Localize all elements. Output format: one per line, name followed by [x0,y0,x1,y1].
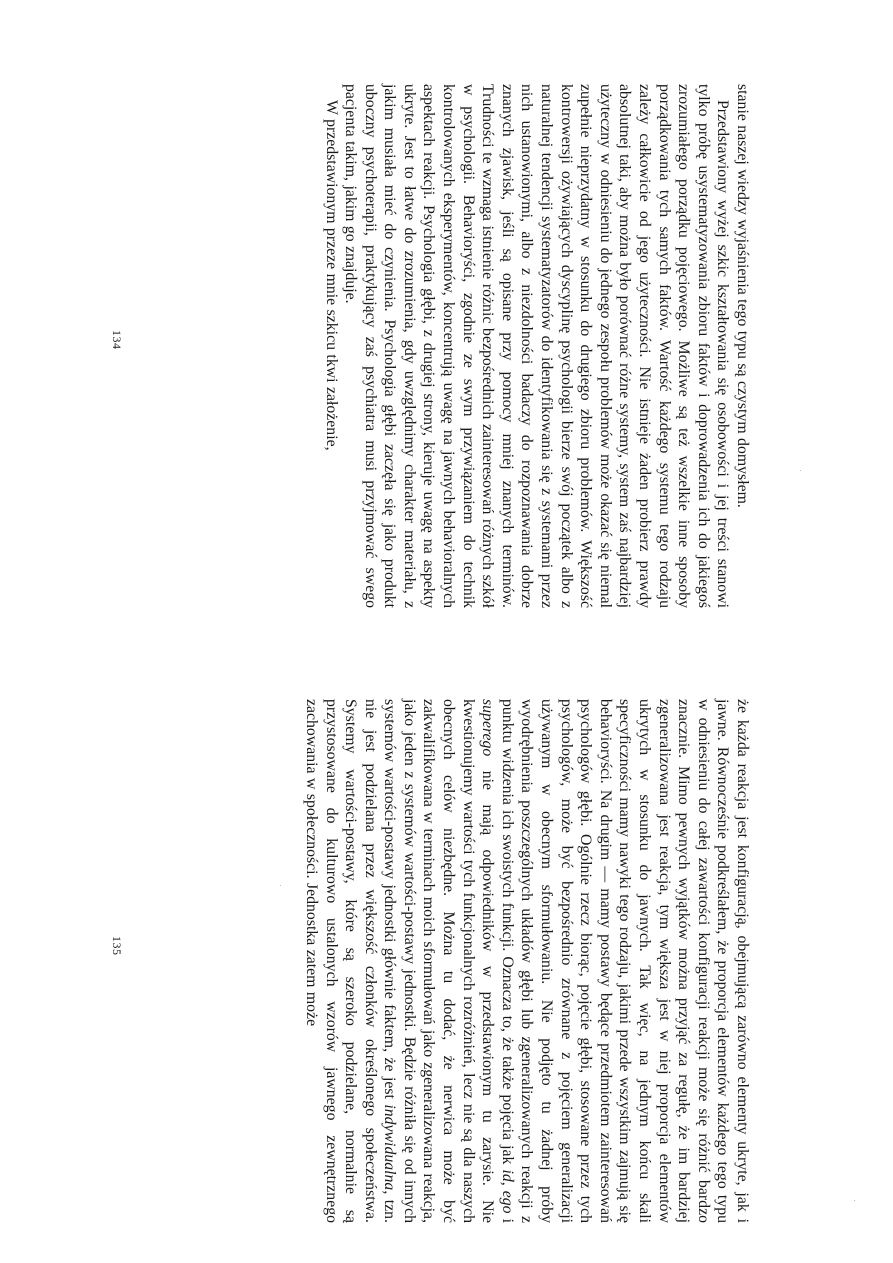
right-page [0,632,893,1263]
paragraph: W przedstawionym przeze mnie szkicu tkwi założenie, [322,100,340,451]
paragraph: Przedstawiony wyżej szkic kształtowania się osobowości i jej treści stanowi tylko próbę usystematyzowania zbioru faktów i doprowadzenia ich do jakiegoś zrozumiałego porządku pojęciowego. Możliwe są też wszelkie inne sposoby porządkowania tych samych faktów. Wartość każdego systemu tego rodzaju zależy całkowicie od jego użyteczności. Nie istnieje żaden probierz prawdy absolutnej taki, aby można było porównać różne systemy, system zaś najbardziej użyteczny w odniesieniu do jednego zespołu problemów może okazać się niemal zupełnie nieprzydatny w stosunku do drugiego zbioru problemów. Większość kontrowersji ożywiających dyscyplinę psychologii bierze swój początek albo z naturalnej tendencji systematyzatorów do identyfikowania się z systemami przez nich ustanowionymi, albo z niezdolności badaczy do rozpoznawania dobrze znanych zjawisk, jeśli są opisane przy pomocy mniej znanych terminów. Trudności te wzmaga istnienie różnic bezpośrednich zainteresowań różnych szkół w psychologii. Behavioryści, zgodnie ze swym przywiązaniem do technik kontrolowanych eksperymentów, koncentrują uwagę na jawnych behavioralnych aspektach reakcji. Psychologia głębi, z drugiej strony, kieruje uwagę na aspekty ukryte. Jest to łatwe do zrozumienia, gdy uwzględnimy charakter materiału, z jakim musiała mieć do czynienia. Psychologia głębi zaczęła się jako produkt uboczny psychoterapii, praktykujący zaś psychiatra musi przyjmować swego pacjenta takim, jakim go znajduje. [342,84,732,608]
italic-term-superego: superego [479,699,497,757]
italic-term-id-ego: id, ego [498,1169,516,1214]
scan-speck [800,470,801,471]
left-page [0,0,893,631]
text-run: i [498,1213,516,1223]
text-run: że każda reakcja jest konfiguracją, obejmującą zarówno elementy ukryte, jak i jawne. Równocześnie podkreślałem, że proporcja elementów każdego tego typu w odniesieniu do całej zawartości konfiguracji reakcji może się różnić bardzo znacznie. Mimo pewnych wyjątków można przyjąć za regułę, że im bardziej zgeneralizowana jest reakcja, tym większa jest w niej proporcja elementów ukrytych w stosunku do jawnych. Tak więc, na jednym końcu skali specyficzności mamy nawyki tego rodzaju, jakimi przede wszystkim zajmują się behavioryści. Na drugim — mamy postawy będące przedmiotem zainteresowań psychologów głębi. Ogólnie rzecz biorąc, pojęcie głębi, stosowane przez tych psychologów, może być bezpośrednio zrównane z pojęciem generalizacji używanym w obecnym sformułowaniu. Nie podjęto tu żadnej próby wyodrębnienia poszczególnych układów głębi lub zgeneralizowanych reakcji z punktu widzenia ich swoistych funkcji. Oznacza to, że także pojęcia jak [498,699,751,1223]
scan-speck [854,1200,855,1201]
scan-speck [280,885,281,886]
page-number: 135 [110,936,124,956]
paragraph [301,699,752,1223]
text-run: , tzn. nie jest podzielana przez większość członków określonego społeczeństwa. Systemy wartości-postawy, które są szeroko podzielane, normalnie są przystosowane do kulturowo ustalonych wzorów jawnego zewnętrznego zachowania w społeczności. Jednostka zatem może [302,699,399,1223]
left-page-text [321,84,752,608]
paragraph: stanie naszej wiedzy wyjaśnienia tego typu są czystym domysłem. [734,84,751,508]
right-page-text [301,699,752,1223]
italic-term-indywidualna: indywidualna [381,1104,399,1191]
text-run: nie mają odpowiedników w przedstawionym tu zarysie. Nie kwestionujemy wartości tych funkcjonalnych rozróżnień, lecz nie są dla naszych obecnych celów niezbędne. Można tu dodać, że nerwica może być zakwalifikowana w terminach moich sformułowań jako zgeneralizowana reakcja, jako jeden z systemów wartości-postawy jednostki. Będzie różniła się od innych systemów wartości-postawy jednostki głównie faktem, że jest [381,699,497,1223]
page-number: 134 [110,330,124,350]
